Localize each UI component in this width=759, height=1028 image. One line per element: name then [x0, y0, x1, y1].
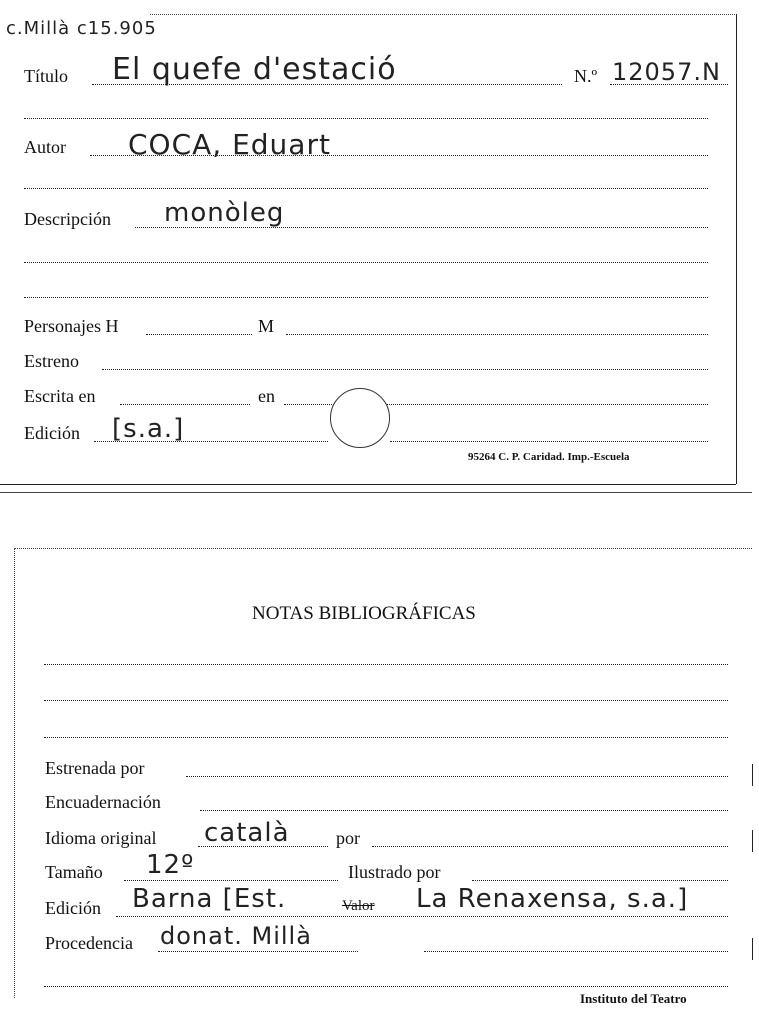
procedencia-value: donat. Millà	[160, 922, 312, 950]
estreno-label: Estreno	[24, 351, 79, 371]
procedencia-label: Procedencia	[45, 933, 133, 953]
footer-note: Instituto del Teatro	[580, 991, 687, 1006]
escrita-label: Escrita en	[24, 386, 96, 406]
ilustrado-label: Ilustrado por	[348, 862, 441, 882]
bottom-edicion-struck: Valor	[342, 898, 375, 914]
right-margin-mark-1	[752, 764, 753, 786]
notas-line-3	[44, 737, 728, 738]
encuadernacion-line	[200, 810, 728, 811]
escrita-en-label: en	[258, 386, 275, 406]
autor-line-2	[24, 188, 708, 189]
notas-line-1	[44, 664, 728, 665]
tamano-value: 12º	[146, 850, 195, 880]
bottom-card-top-edge	[14, 548, 752, 549]
edicion-label: Edición	[24, 423, 80, 443]
personajes-m-line	[286, 334, 708, 335]
printer-note: 95264 C. P. Caridad. Imp.-Escuela	[468, 451, 630, 463]
procedencia-line-b	[424, 951, 728, 952]
punch-hole	[330, 388, 390, 448]
idioma-label: Idioma original	[45, 828, 157, 848]
descripcion-line-2	[24, 262, 708, 263]
personajes-m-label: M	[258, 316, 275, 336]
edicion-line-b	[390, 441, 708, 442]
estrenada-label: Estrenada por	[45, 758, 145, 778]
estreno-line	[102, 369, 708, 370]
bottom-edicion-label: Edición	[45, 898, 101, 918]
procedencia-line-2	[44, 986, 728, 987]
personajes-h-line	[146, 334, 252, 335]
autor-value: COCA, Eduart	[128, 128, 331, 161]
escrita-line	[120, 404, 250, 405]
bottom-card-left-edge	[14, 548, 15, 998]
idioma-por-label: por	[336, 828, 360, 848]
top-card-top-edge	[150, 14, 735, 15]
titulo-value: El quefe d'estació	[112, 52, 397, 87]
tamano-line	[124, 880, 338, 881]
titulo-line-2	[24, 118, 708, 119]
bottom-edicion-value-2: La Renaxensa, s.a.]	[416, 884, 689, 914]
top-card-bottom-edge-2	[0, 492, 752, 493]
idioma-value: català	[204, 818, 290, 848]
corner-note: c.Millà c15.905	[6, 18, 157, 39]
notas-heading: NOTAS BIBLIOGRÁFICAS	[252, 603, 476, 624]
idioma-por-line	[372, 846, 728, 847]
right-margin-mark-3	[752, 938, 753, 960]
autor-label: Autor	[24, 137, 66, 157]
top-card-bottom-edge	[0, 484, 736, 485]
ilustrado-line	[472, 880, 728, 881]
numero-value: 12057.N	[612, 58, 721, 86]
bottom-edicion-line	[116, 916, 728, 917]
edicion-value: [s.a.]	[112, 414, 185, 444]
descripcion-line-3	[24, 297, 708, 298]
numero-label: N.º	[574, 66, 598, 86]
right-margin-mark-2	[752, 830, 753, 852]
descripcion-value: monòleg	[164, 198, 285, 228]
notas-line-2	[44, 700, 728, 701]
bottom-edicion-value-1: Barna [Est.	[132, 884, 287, 914]
descripcion-label: Descripción	[24, 209, 111, 229]
top-card-right-edge	[736, 14, 737, 484]
procedencia-line	[158, 951, 358, 952]
personajes-label: Personajes H	[24, 316, 119, 336]
tamano-label: Tamaño	[45, 862, 103, 882]
encuadernacion-label: Encuadernación	[45, 792, 161, 812]
titulo-label: Título	[24, 66, 68, 86]
estrenada-line	[186, 776, 728, 777]
